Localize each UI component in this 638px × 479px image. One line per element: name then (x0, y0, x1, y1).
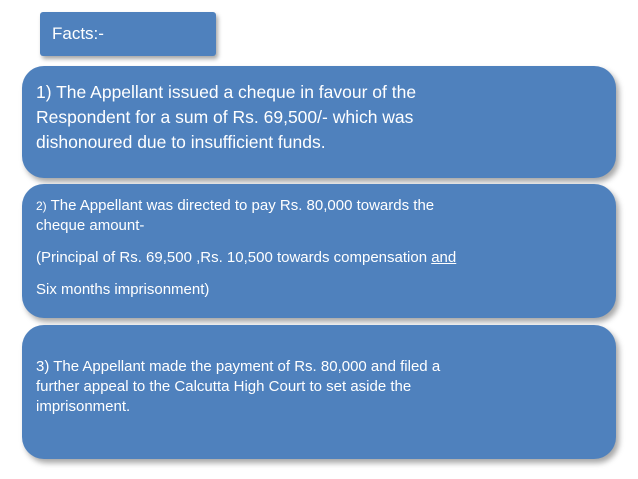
fact-2-number: 2) (36, 199, 47, 213)
facts-header-tab (40, 12, 216, 56)
fact-1-line-2: Respondent for a sum of Rs. 69,500/- which was (36, 107, 414, 127)
fact-2-line-3 (36, 248, 602, 268)
fact-box-2 (22, 184, 616, 318)
facts-header-label: Facts:- (52, 24, 104, 43)
fact-2-underlined-word: and (431, 249, 457, 266)
fact-2-line-1-text: The Appellant was directed to pay Rs. 80,000 towards the (46, 197, 435, 214)
fact-1-line-3: dishonoured due to insufficient funds. (36, 132, 326, 152)
fact-1-line-1: 1) The Appellant issued a cheque in favour of the (36, 82, 417, 102)
fact-2-line-2: cheque amount- (36, 217, 145, 234)
fact-2-line-3-text: (Principal of Rs. 69,500 ,Rs. 10,500 towards compensation (36, 249, 432, 266)
fact-2-line-4: Six months imprisonment) (36, 281, 210, 298)
fact-2-line-1 (36, 196, 602, 216)
fact-box-3 (22, 325, 616, 459)
fact-3-line-1: 3) The Appellant made the payment of Rs. 80,000 and filed a (36, 358, 441, 375)
fact-box-1 (22, 66, 616, 178)
fact-3-line-2: further appeal to the Calcutta High Court to set aside the (36, 378, 412, 395)
fact-3-line-3: imprisonment. (36, 398, 131, 415)
